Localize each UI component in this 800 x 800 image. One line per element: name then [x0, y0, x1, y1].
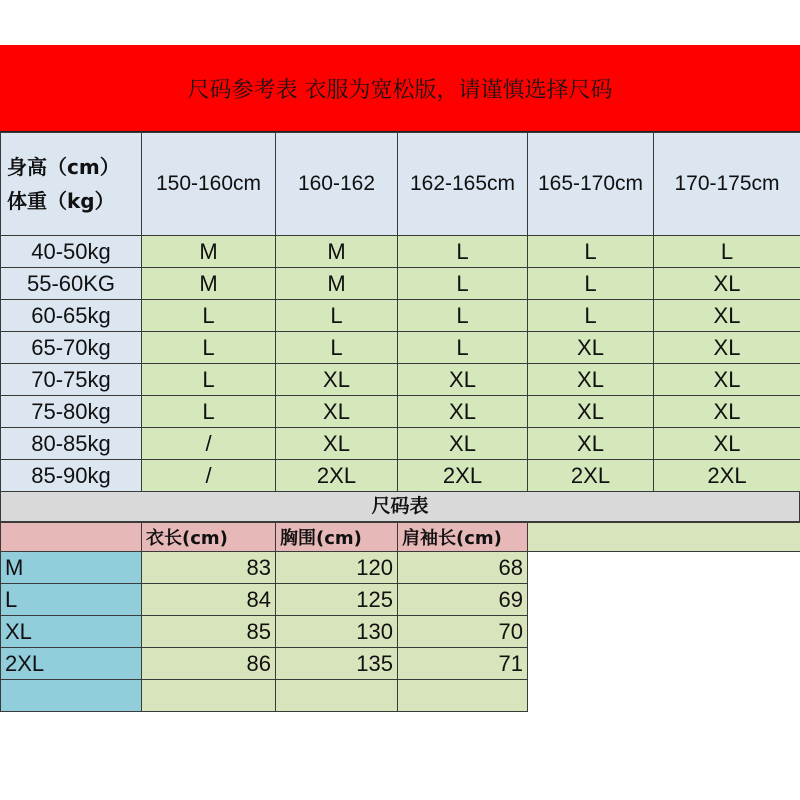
weight-range-cell: 40-50kg: [1, 236, 142, 268]
recommended-size-cell: L: [528, 300, 654, 332]
corner-height-label: 身高（cm）: [7, 155, 120, 179]
title-banner: [0, 45, 800, 132]
recommended-size-cell: XL: [398, 428, 528, 460]
weight-row: [1, 460, 800, 492]
weight-range-cell: 60-65kg: [1, 300, 142, 332]
empty-side-panel: [528, 523, 800, 552]
recommended-size-cell: /: [142, 460, 276, 492]
recommended-size-cell: M: [276, 268, 398, 300]
recommended-size-cell: XL: [528, 364, 654, 396]
corner-weight-label: 体重（kg）: [7, 189, 115, 213]
height-header: 160-162: [276, 133, 398, 236]
recommended-size-cell: XL: [654, 428, 800, 460]
measurement-value-cell: 83: [142, 552, 276, 584]
measurement-value-cell: 86: [142, 648, 276, 680]
measurement-value-cell: 130: [276, 616, 398, 648]
height-header-row: [1, 133, 800, 236]
empty-value-cell: [276, 680, 398, 712]
recommended-size-cell: XL: [276, 396, 398, 428]
recommended-size-cell: L: [276, 300, 398, 332]
measurement-value-cell: 69: [398, 584, 528, 616]
weight-range-cell: 65-70kg: [1, 332, 142, 364]
recommended-size-cell: 2XL: [276, 460, 398, 492]
recommended-size-cell: L: [142, 396, 276, 428]
corner-label-cell: [1, 133, 142, 236]
measurement-row: [1, 648, 800, 680]
weight-row: [1, 268, 800, 300]
empty-measurement-row: [1, 680, 800, 712]
size-label-cell: L: [1, 584, 142, 616]
measurement-row: [1, 552, 800, 584]
measurement-value-cell: 120: [276, 552, 398, 584]
size-label-cell: M: [1, 552, 142, 584]
banner-text: 尺码参考表 衣服为宽松版，请谨慎选择尺码: [187, 77, 613, 103]
recommended-size-cell: L: [142, 332, 276, 364]
measurement-table: [0, 522, 800, 712]
recommended-size-cell: L: [142, 364, 276, 396]
recommended-size-cell: M: [276, 236, 398, 268]
measurement-table-title: [0, 492, 800, 522]
empty-size-cell: [1, 680, 142, 712]
measurement-value-cell: 70: [398, 616, 528, 648]
height-header: 170-175cm: [654, 133, 800, 236]
recommended-size-cell: L: [276, 332, 398, 364]
recommended-size-cell: 2XL: [654, 460, 800, 492]
measurement-value-cell: 85: [142, 616, 276, 648]
empty-value-cell: [142, 680, 276, 712]
weight-range-cell: 70-75kg: [1, 364, 142, 396]
measurement-value-cell: 84: [142, 584, 276, 616]
weight-row: [1, 300, 800, 332]
recommended-size-cell: XL: [654, 364, 800, 396]
weight-range-cell: 85-90kg: [1, 460, 142, 492]
recommended-size-cell: L: [654, 236, 800, 268]
recommended-size-cell: L: [528, 268, 654, 300]
recommended-size-cell: XL: [654, 332, 800, 364]
measurement-column-header: 衣长(cm): [142, 523, 276, 552]
measurement-header-row: [1, 523, 800, 552]
recommended-size-cell: /: [142, 428, 276, 460]
measurement-value-cell: 71: [398, 648, 528, 680]
measurement-corner-cell: [1, 523, 142, 552]
measurement-value-cell: 68: [398, 552, 528, 584]
recommended-size-cell: M: [142, 268, 276, 300]
recommended-size-cell: XL: [398, 364, 528, 396]
measurement-value-cell: 125: [276, 584, 398, 616]
recommended-size-cell: M: [142, 236, 276, 268]
recommended-size-cell: XL: [654, 268, 800, 300]
recommended-size-cell: XL: [276, 428, 398, 460]
recommended-size-cell: 2XL: [528, 460, 654, 492]
height-header: 162-165cm: [398, 133, 528, 236]
measurement-column-header: 胸围(cm): [276, 523, 398, 552]
weight-row: [1, 364, 800, 396]
size-label-cell: XL: [1, 616, 142, 648]
size-label-cell: 2XL: [1, 648, 142, 680]
recommended-size-cell: XL: [276, 364, 398, 396]
height-header: 150-160cm: [142, 133, 276, 236]
height-weight-size-table: [0, 132, 800, 492]
weight-row: [1, 428, 800, 460]
recommended-size-cell: XL: [528, 428, 654, 460]
weight-range-cell: 55-60KG: [1, 268, 142, 300]
height-header: 165-170cm: [528, 133, 654, 236]
size-chart-image: [0, 45, 800, 712]
recommended-size-cell: L: [528, 236, 654, 268]
recommended-size-cell: XL: [654, 396, 800, 428]
recommended-size-cell: XL: [398, 396, 528, 428]
weight-row: [1, 396, 800, 428]
recommended-size-cell: XL: [654, 300, 800, 332]
recommended-size-cell: L: [398, 236, 528, 268]
measurement-title-text: 尺码表: [371, 495, 429, 517]
weight-row: [1, 236, 800, 268]
weight-range-cell: 80-85kg: [1, 428, 142, 460]
recommended-size-cell: XL: [528, 332, 654, 364]
recommended-size-cell: XL: [528, 396, 654, 428]
measurement-value-cell: 135: [276, 648, 398, 680]
weight-range-cell: 75-80kg: [1, 396, 142, 428]
recommended-size-cell: 2XL: [398, 460, 528, 492]
measurement-column-header: 肩袖长(cm): [398, 523, 528, 552]
empty-value-cell: [398, 680, 528, 712]
recommended-size-cell: L: [398, 268, 528, 300]
recommended-size-cell: L: [398, 300, 528, 332]
recommended-size-cell: L: [398, 332, 528, 364]
measurement-row: [1, 616, 800, 648]
recommended-size-cell: L: [142, 300, 276, 332]
weight-row: [1, 332, 800, 364]
measurement-row: [1, 584, 800, 616]
